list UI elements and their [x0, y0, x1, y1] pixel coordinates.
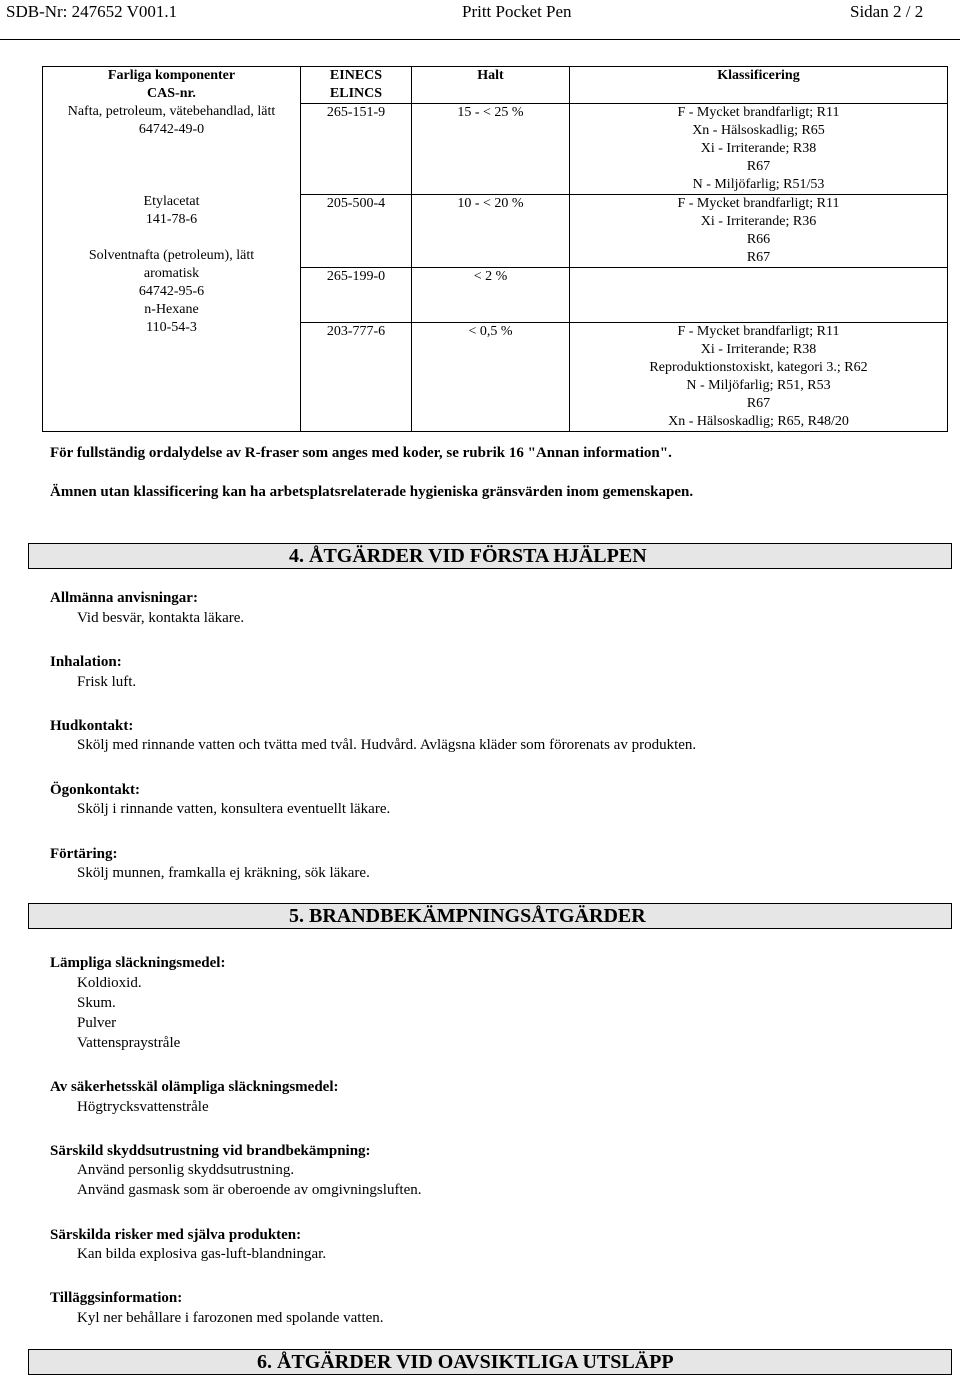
row3-halt: < 2 %	[412, 268, 570, 323]
row3-einecs: 265-199-0	[301, 268, 412, 323]
row1-halt: 15 - < 25 %	[412, 104, 570, 195]
row2-klass: F - Mycket brandfarligt; R11 Xi - Irriterande; R36 R66 R67	[570, 195, 948, 268]
page-header	[0, 0, 960, 30]
row2-einecs: 205-500-4	[301, 195, 412, 268]
general-advice-label: Allmänna anvisningar:	[50, 590, 198, 606]
comp4-cas: 110-54-3	[146, 320, 197, 335]
extinguishing-media-4: Vattenspraystråle	[77, 1035, 181, 1051]
comp2-cas: 141-78-6	[145, 212, 198, 227]
comp3-cas: 64742-95-6	[138, 284, 205, 299]
header-halt: Halt	[412, 67, 570, 104]
note-unclassified: Ämnen utan klassificering kan ha arbetsplatsrelaterade hygieniska gränsvärden inom gemenskapen.	[50, 484, 694, 500]
page-number: Sidan 2 / 2	[850, 2, 924, 21]
skin-contact-label: Hudkontakt:	[50, 718, 134, 734]
components-table	[42, 66, 948, 432]
skin-contact-text: Skölj med rinnande vatten och tvätta med tvål. Hudvård. Avlägsna kläder som förorenats av produkten.	[77, 737, 697, 753]
unsuitable-media-label: Av säkerhetsskäl olämpliga släckningsmedel:	[50, 1079, 339, 1095]
comp1-cas: 64742-49-0	[138, 122, 205, 137]
eye-contact-label: Ögonkontakt:	[50, 782, 141, 798]
additional-info-label: Tilläggsinformation:	[50, 1290, 183, 1306]
row4-klass: F - Mycket brandfarligt; R11 Xi - Irriterande; R38 Reproduktionstoxiskt, kategori 3.; R62 N - Miljöfarlig; R51, R53 R67 Xn - Hälsoskadlig; R65, R48/20	[570, 323, 948, 432]
section-6-heading: 6. ÅTGÄRDER VID OAVSIKTLIGA UTSLÄPP	[28, 1349, 952, 1375]
comp2-name: Etylacetat	[143, 194, 200, 209]
protective-equipment-1: Använd personlig skyddsutrustning.	[77, 1162, 295, 1178]
row4-halt: < 0,5 %	[412, 323, 570, 432]
header-divider	[0, 39, 960, 40]
specific-hazards-label: Särskilda risker med själva produkten:	[50, 1227, 302, 1243]
section-5-heading: 5. BRANDBEKÄMPNINGSÅTGÄRDER	[28, 903, 952, 929]
general-advice-text: Vid besvär, kontakta läkare.	[77, 610, 245, 626]
ingestion-text: Skölj munnen, framkalla ej kräkning, sök läkare.	[77, 865, 370, 881]
unsuitable-media-text: Högtrycksvattenstråle	[77, 1099, 209, 1115]
product-name: Pritt Pocket Pen	[462, 2, 572, 21]
row2-halt: 10 - < 20 %	[412, 195, 570, 268]
row4-einecs: 203-777-6	[301, 323, 412, 432]
header-klassificering: Klassificering	[570, 67, 948, 104]
section-4-heading: 4. ÅTGÄRDER VID FÖRSTA HJÄLPEN	[28, 543, 952, 569]
row1-einecs: 265-151-9	[301, 104, 412, 195]
specific-hazards-text: Kan bilda explosiva gas-luft-blandningar.	[77, 1246, 327, 1262]
note-r-phrases: För fullständig ordalydelse av R-fraser som anges med koder, se rubrik 16 "Annan information".	[50, 445, 672, 461]
row1-klass: F - Mycket brandfarligt; R11 Xn - Hälsoskadlig; R65 Xi - Irriterande; R38 R67 N - Miljöfarlig; R51/53	[570, 104, 948, 195]
extinguishing-media-2: Skum.	[77, 995, 116, 1011]
comp3-name-cont: aromatisk	[143, 266, 200, 281]
header-einecs: EINECS ELINCS	[301, 67, 412, 104]
eye-contact-text: Skölj i rinnande vatten, konsultera eventuellt läkare.	[77, 801, 391, 817]
comp3-name: Solventnafta (petroleum), lätt	[88, 248, 255, 263]
header-cas: CAS-nr.	[147, 86, 196, 101]
sdb-number: SDB-Nr: 247652 V001.1	[6, 2, 178, 21]
inhalation-text: Frisk luft.	[77, 674, 137, 690]
ingestion-label: Förtäring:	[50, 846, 118, 862]
additional-info-text: Kyl ner behållare i farozonen med spolande vatten.	[77, 1310, 384, 1326]
comp1-name: Nafta, petroleum, vätebehandlad, lätt	[67, 104, 276, 119]
extinguishing-media-label: Lämpliga släckningsmedel:	[50, 955, 226, 971]
comp4-name: n-Hexane	[144, 302, 199, 317]
extinguishing-media-1: Koldioxid.	[77, 975, 142, 991]
protective-equipment-2: Använd gasmask som är oberoende av omgivningsluften.	[77, 1182, 422, 1198]
header-components: Farliga komponenter	[107, 68, 236, 83]
protective-equipment-label: Särskild skyddsutrustning vid brandbekämpning:	[50, 1143, 371, 1159]
extinguishing-media-3: Pulver	[77, 1015, 117, 1031]
inhalation-label: Inhalation:	[50, 654, 122, 670]
component-names-cell	[43, 67, 301, 432]
row3-klass	[570, 268, 948, 323]
table-header-row	[43, 67, 948, 104]
